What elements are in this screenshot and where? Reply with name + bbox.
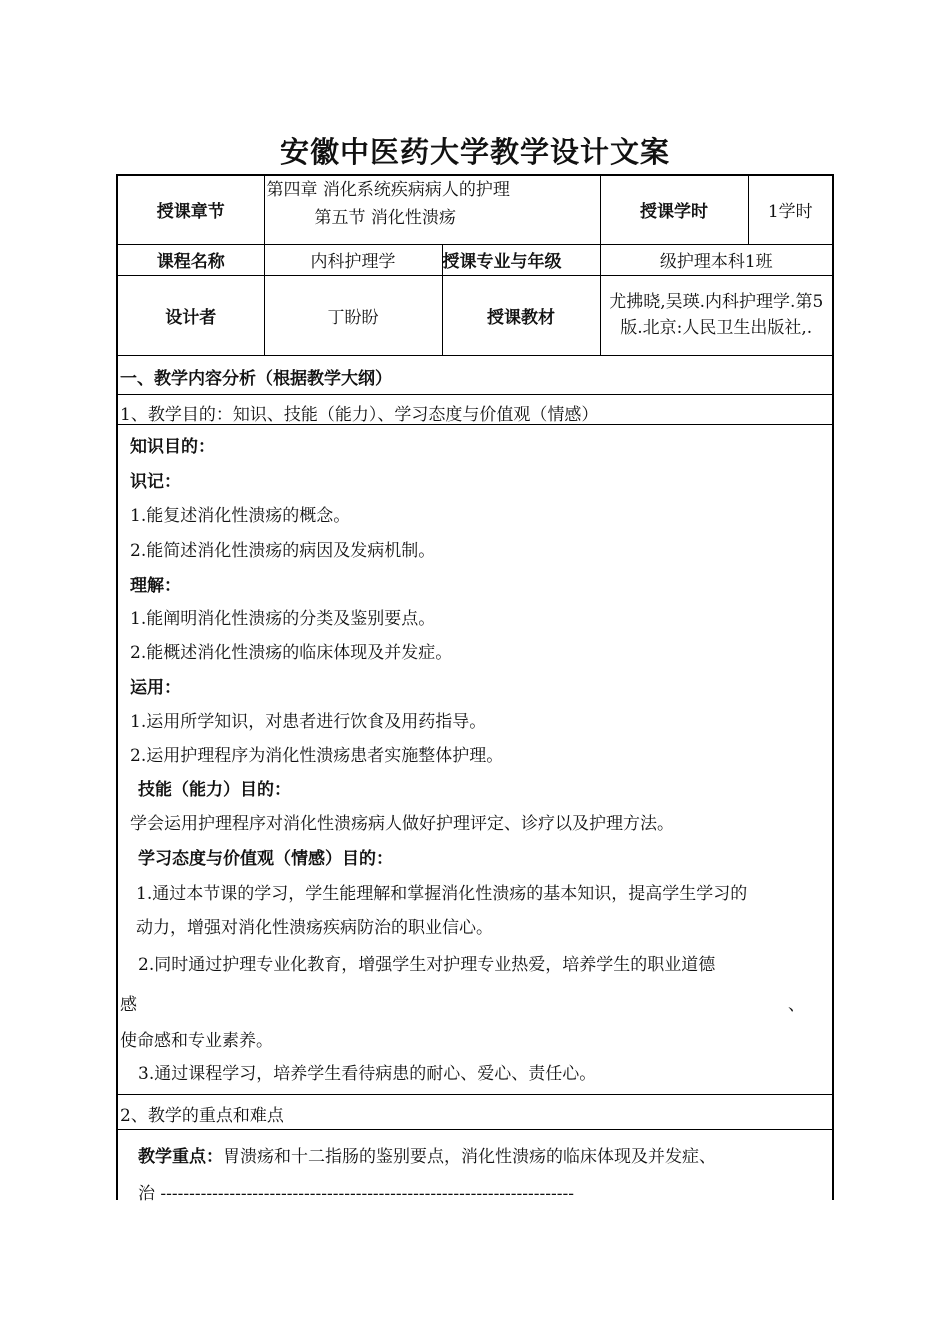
major-value: 级护理本科1班 [600, 244, 832, 275]
key-points [138, 1142, 716, 1167]
designer-value: 丁盼盼 [264, 275, 442, 355]
attitude-3: 3.通过课程学习，培养学生看待病患的耐心、爱心、责任心。 [138, 1064, 597, 1084]
apply-item-2: 2.运用护理程序为消化性溃疡患者实施整体护理。 [130, 746, 504, 766]
understand-item-2: 2.能概述消化性溃疡的临床体现及并发症。 [130, 643, 453, 663]
attitude-2b-tail: 、 [788, 995, 805, 1015]
chapter-line1: 第四章 消化系统疾病病人的护理 [266, 180, 510, 200]
skill-text: 学会运用护理程序对消化性溃疡病人做好护理评定、诊疗以及护理方法。 [130, 814, 674, 834]
recall-item-1: 1.能复述消化性溃疡的概念。 [130, 506, 351, 526]
header-table [118, 176, 832, 356]
apply-item-1: 1.运用所学知识，对患者进行饮食及用药指导。 [130, 712, 487, 732]
section1-heading: 一、教学内容分析（根据教学大纲） [120, 369, 392, 389]
attitude-2c: 使命感和专业素养。 [120, 1031, 273, 1051]
attitude-heading: 学习态度与价值观（情感）目的： [138, 849, 393, 869]
textbook-label: 授课教材 [442, 275, 600, 355]
chapter-value [264, 176, 600, 244]
understand-heading: 理解： [130, 576, 181, 596]
major-label: 授课专业与年级 [442, 244, 600, 275]
hours-label: 授课学时 [600, 176, 748, 244]
chapter-label: 授课章节 [118, 176, 264, 244]
designer-label: 设计者 [118, 275, 264, 355]
section2-heading: 2、教学的重点和难点 [120, 1106, 284, 1126]
course-label: 课程名称 [118, 244, 264, 275]
design-form [116, 174, 834, 1204]
section1-sub1: 1、教学目的：知识、技能（能力）、学习态度与价值观（情感） [120, 405, 599, 425]
divider-3 [118, 1094, 832, 1095]
attitude-2b: 感 [120, 995, 137, 1015]
attitude-1a: 1.通过本节课的学习，学生能理解和掌握消化性溃疡的基本知识，提高学生学习的 [136, 884, 748, 904]
textbook-value: 尤拂晓,吴瑛.内科护理学.第5版.北京:人民卫生出版社,. [600, 275, 832, 355]
key-text: 胃溃疡和十二指肠的鉴别要点，消化性溃疡的临床体现及并发症、 [223, 1147, 716, 1167]
chapter-line2: 第五节 消化性溃疡 [314, 208, 456, 228]
hours-value: 1学时 [748, 176, 832, 244]
attitude-1b: 动力，增强对消化性溃疡疾病防治的职业信心。 [136, 918, 493, 938]
divider-2 [118, 424, 832, 425]
divider-4 [118, 1129, 832, 1130]
key-label: 教学重点： [138, 1147, 223, 1167]
apply-heading: 运用： [130, 678, 181, 698]
recall-item-2: 2.能简述消化性溃疡的病因及发病机制。 [130, 541, 436, 561]
recall-heading: 识记： [130, 472, 181, 492]
document-title: 安徽中医药大学教学设计文案 [279, 135, 670, 169]
knowledge-heading: 知识目的： [130, 437, 215, 457]
course-value: 内科护理学 [264, 244, 442, 275]
attitude-2a: 2.同时通过护理专业化教育，增强学生对护理专业热爱，培养学生的职业道德 [138, 955, 716, 975]
key-continuation: 治 ------------------------------------------------------------------------ [138, 1184, 574, 1204]
skill-heading: 技能（能力）目的： [138, 780, 291, 800]
divider-1 [118, 394, 832, 395]
understand-item-1: 1.能阐明消化性溃疡的分类及鉴别要点。 [130, 609, 436, 629]
